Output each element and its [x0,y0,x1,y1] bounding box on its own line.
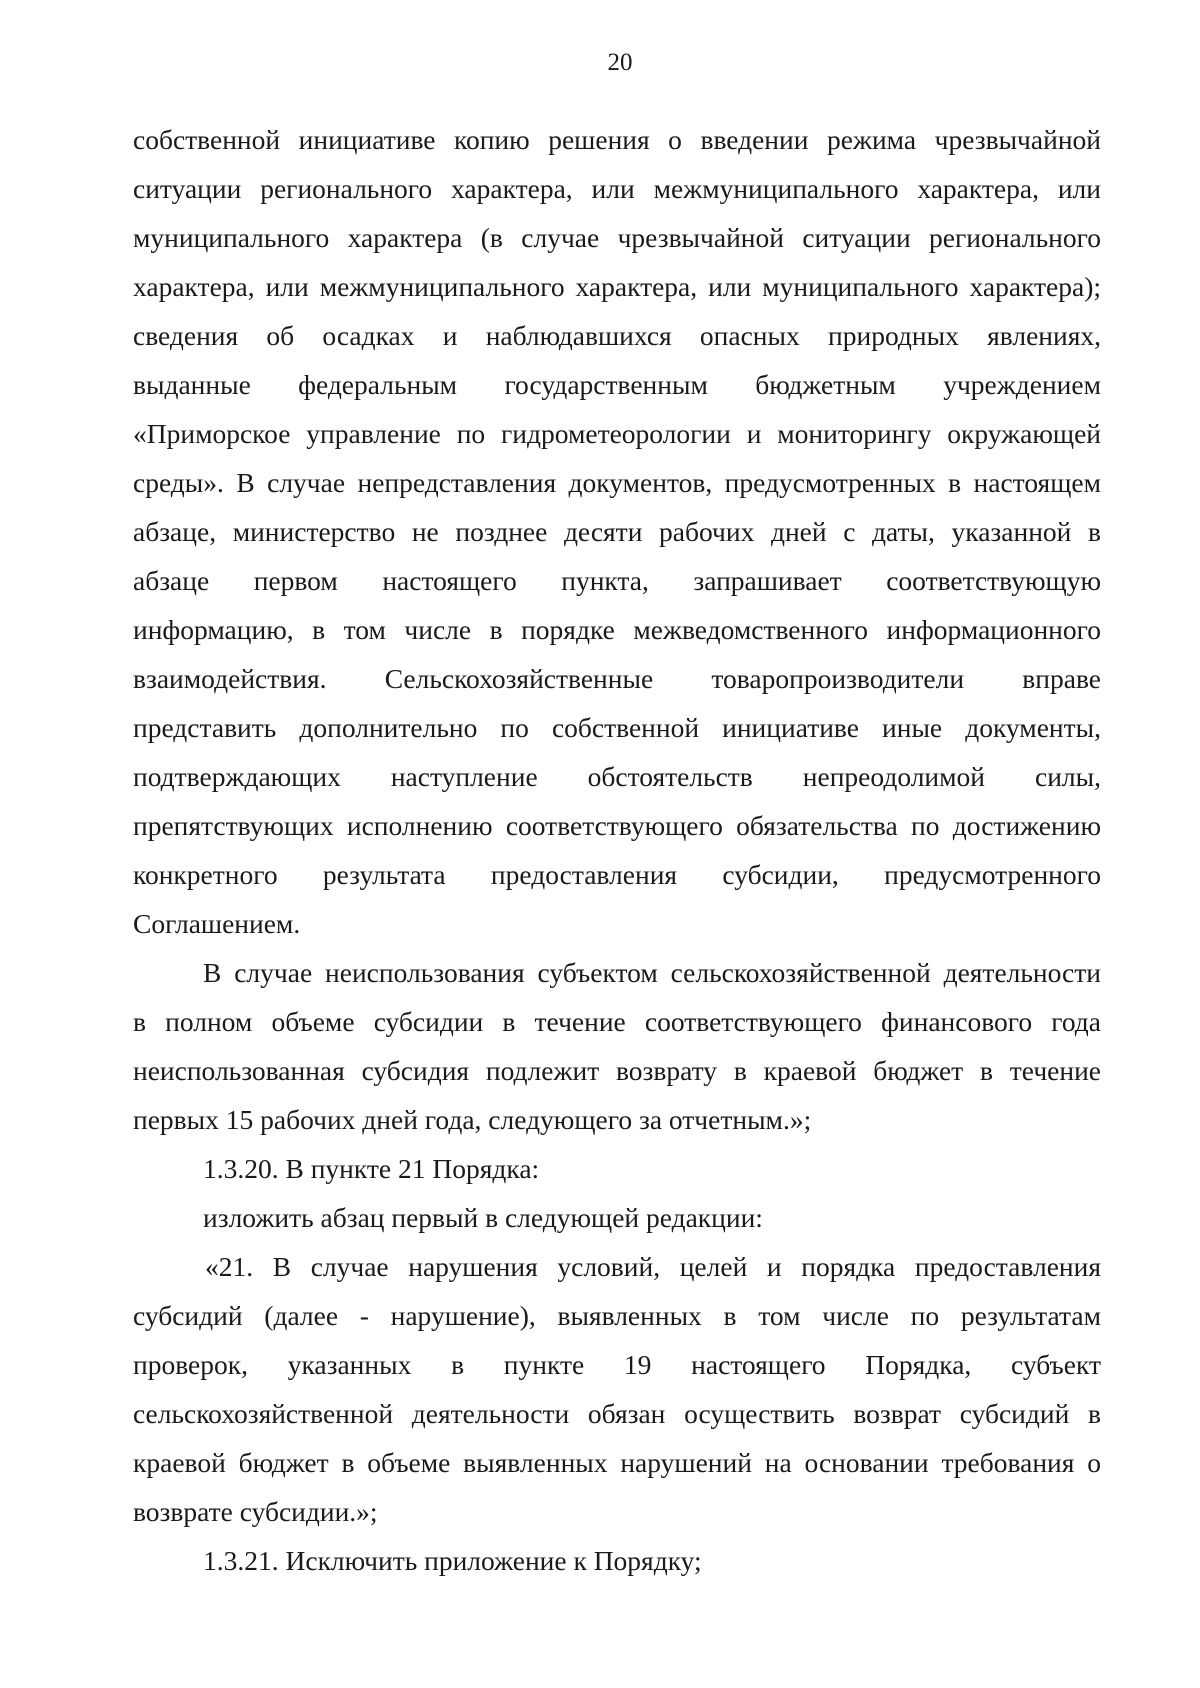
text-line: характера, или межмуниципального характера, или муниципального характера); [133,271,1101,302]
text-line: конкретного результата предоставления субсидии, предусмотренного [133,859,1101,890]
text-line: неиспользованная субсидия подлежит возврату в краевой бюджет в течение [133,1055,1101,1086]
text-line: собственной инициативе копию решения о введении режима чрезвычайной [133,124,1101,155]
text-line: субсидий (далее - нарушение), выявленных в том числе по результатам [133,1300,1101,1331]
text-line: в полном объеме субсидии в течение соответствующего финансового года [133,1006,1101,1037]
clause-heading: 1.3.20. В пункте 21 Порядка: [203,1153,540,1184]
text-line: абзаце, министерство не позднее десяти рабочих дней с даты, указанной в [133,516,1101,547]
clause-heading: 1.3.21. Исключить приложение к Порядку; [203,1545,702,1576]
text-line: ситуации регионального характера, или межмуниципального характера, или [133,173,1101,204]
text-line: возврате субсидии.»; [133,1496,378,1527]
page-number: 20 [607,49,633,76]
text-line: первых 15 рабочих дней года, следующего за отчетным.»; [133,1104,812,1135]
text-line: Соглашением. [133,908,301,939]
text-line: сведения об осадках и наблюдавшихся опасных природных явлениях, [133,320,1101,351]
text-line: представить дополнительно по собственной инициативе иные документы, [133,712,1101,743]
text-line: подтверждающих наступление обстоятельств непреодолимой силы, [133,761,1101,792]
text-line: муниципального характера (в случае чрезвычайной ситуации регионального [133,222,1101,253]
text-line: препятствующих исполнению соответствующего обязательства по достижению [133,810,1101,841]
text-line: краевой бюджет в объеме выявленных нарушений на основании требования о [133,1447,1101,1478]
text-line: проверок, указанных в пункте 19 настоящего Порядка, субъект [133,1349,1101,1380]
text-line: «Приморское управление по гидрометеорологии и мониторингу окружающей [133,418,1101,449]
text-line: среды». В случае непредставления документов, предусмотренных в настоящем [133,467,1101,498]
paragraph-first-line: изложить абзац первый в следующей редакции: [203,1202,763,1233]
text-line: выданные федеральным государственным бюджетным учреждением [133,369,1101,400]
text-line: абзаце первом настоящего пункта, запрашивает соответствующую [133,565,1101,596]
text-line: информацию, в том числе в порядке межведомственного информационного [133,614,1101,645]
body-text [133,115,1101,1585]
paragraph-first-line: «21. В случае нарушения условий, целей и порядка предоставления [205,1251,1101,1282]
text-line: взаимодействия. Сельскохозяйственные товаропроизводители вправе [133,663,1101,694]
text-line: сельскохозяйственной деятельности обязан осуществить возврат субсидий в [133,1398,1101,1429]
paragraph-first-line: В случае неиспользования субъектом сельскохозяйственной деятельности [203,957,1101,988]
